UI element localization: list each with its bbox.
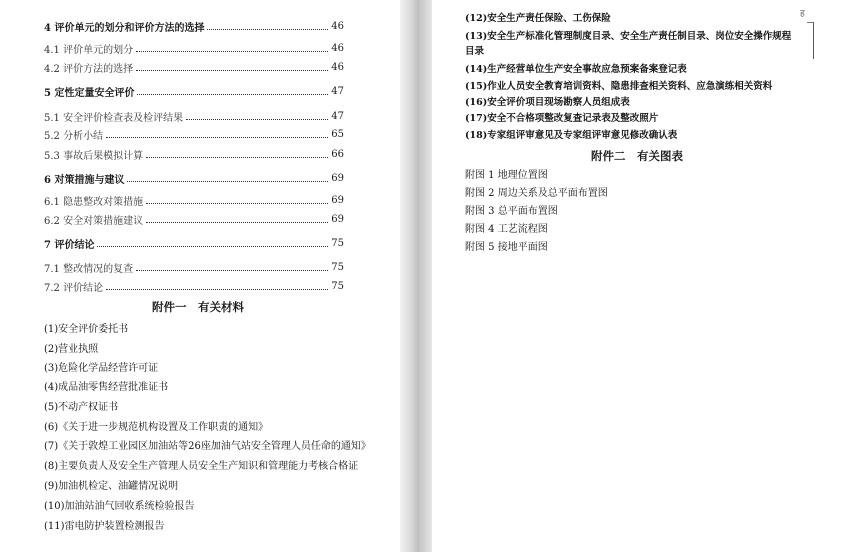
book-gutter [400,0,432,552]
toc-entry-label: 5.2 分析小结 [44,130,104,142]
appendix1-item: (3)危险化学品经营许可证 [44,363,159,374]
toc-entry [44,109,344,123]
toc-page-number: 47 [331,85,344,97]
toc-entry [44,84,344,98]
toc-page-number: 75 [331,261,344,273]
appendix2-title: 附件二 有关图表 [591,149,683,163]
toc-entry-label: 7 评价结论 [44,239,95,251]
toc-entry [44,171,344,185]
appendix1-item: (13)安全生产标准化管理制度目录、安全生产责任制目录、岗位安全操作规程 [465,31,792,42]
toc-entry [44,127,344,141]
toc-entry-label: 7.2 评价结论 [44,282,104,294]
toc-entry-label: 5 定性定量安全评价 [44,87,135,99]
toc-entry [44,60,344,74]
appendix1-item: 目录 [465,46,485,57]
toc-entry-label: 7.1 整改情况的复查 [44,263,134,275]
appendix1-item: (14)生产经营单位生产安全事故应急预案备案登记表 [465,64,687,75]
toc-entry [44,212,344,226]
toc-entry-label: 4.1 评价单元的划分 [44,44,134,56]
appendix2-item: 附图 1 地理位置图 [465,170,548,181]
corner-mark: ह [800,9,805,19]
appendix1-item: (12)安全生产责任保险、工伤保险 [465,13,611,24]
appendix2-item: 附图 2 周边关系及总平面布置图 [465,188,608,199]
appendix1-item: (6)《关于进一步规范机构设置及工作职责的通知》 [44,422,269,433]
toc-entry-label: 5.3 事故后果模拟计算 [44,150,144,162]
toc-leader-dots [127,181,328,182]
toc-page-number: 46 [331,61,344,73]
toc-entry [44,19,344,33]
appendix1-item: (7)《关于敦煌工业园区加油站等26座加油气站安全管理人员任命的通知》 [44,441,371,452]
toc-page-number: 46 [331,20,344,32]
appendix1-item: (17)安全不合格项整改复查记录表及整改照片 [465,113,659,124]
appendix1-item: (1)安全评价委托书 [44,324,129,335]
toc-leader-dots [207,29,328,30]
appendix1-item: (11)雷电防护装置检测报告 [44,521,165,532]
toc-page-number: 69 [331,213,344,225]
toc-page-number: 66 [331,148,344,160]
toc-entry [44,236,344,250]
appendix1-item: (9)加油机检定、油罐情况说明 [44,481,179,492]
toc-entry [44,41,344,55]
toc-entry-label: 5.1 安全评价检查表及检评结果 [44,112,184,124]
appendix1-item: (2)营业执照 [44,344,99,355]
toc-page-number: 69 [331,172,344,184]
toc-page-number: 47 [331,110,344,122]
appendix1-item: (18)专家组评审意见及专家组评审意见修改确认表 [465,130,678,141]
toc-leader-dots [146,203,328,204]
left-page [0,0,400,552]
toc-entry [44,147,344,161]
toc-leader-dots [97,246,328,247]
toc-leader-dots [146,222,328,223]
appendix1-title: 附件一 有关材料 [152,300,244,314]
corner-bracket-mark [807,22,814,59]
right-page [432,0,863,552]
appendix1-item: (4)成品油零售经营批准证书 [44,382,169,393]
toc-page-number: 46 [331,42,344,54]
appendix1-item: (8)主要负责人及安全生产管理人员安全生产知识和管理能力考核合格证 [44,461,359,472]
toc-entry-label: 4.2 评价方法的选择 [44,63,134,75]
appendix1-item: (16)安全评价项目现场勘察人员组成表 [465,97,630,108]
appendix2-item: 附图 4 工艺流程图 [465,224,548,235]
appendix1-item: (5)不动产权证书 [44,402,119,413]
toc-leader-dots [136,51,328,52]
appendix2-item: 附图 5 接地平面图 [465,242,548,253]
toc-entry [44,279,344,293]
appendix1-item: (10)加油站油气回收系统检验报告 [44,501,195,512]
toc-entry-label: 6 对策措施与建议 [44,174,125,186]
toc-leader-dots [146,157,328,158]
toc-leader-dots [106,289,328,290]
toc-page-number: 75 [331,280,344,292]
toc-page-number: 69 [331,194,344,206]
toc-page-number: 65 [331,128,344,140]
toc-entry [44,260,344,274]
toc-entry [44,193,344,207]
toc-leader-dots [137,94,328,95]
toc-entry-label: 4 评价单元的划分和评价方法的选择 [44,22,205,34]
toc-leader-dots [106,137,328,138]
toc-leader-dots [136,270,328,271]
toc-entry-label: 6.1 隐患整改对策措施 [44,196,144,208]
toc-page-number: 75 [331,237,344,249]
toc-leader-dots [136,70,328,71]
toc-entry-label: 6.2 安全对策措施建议 [44,215,144,227]
appendix1-item: (15)作业人员安全教育培训资料、隐患排查相关资料、应急演练相关资料 [465,81,773,92]
toc-leader-dots [186,119,328,120]
appendix2-item: 附图 3 总平面布置图 [465,206,558,217]
